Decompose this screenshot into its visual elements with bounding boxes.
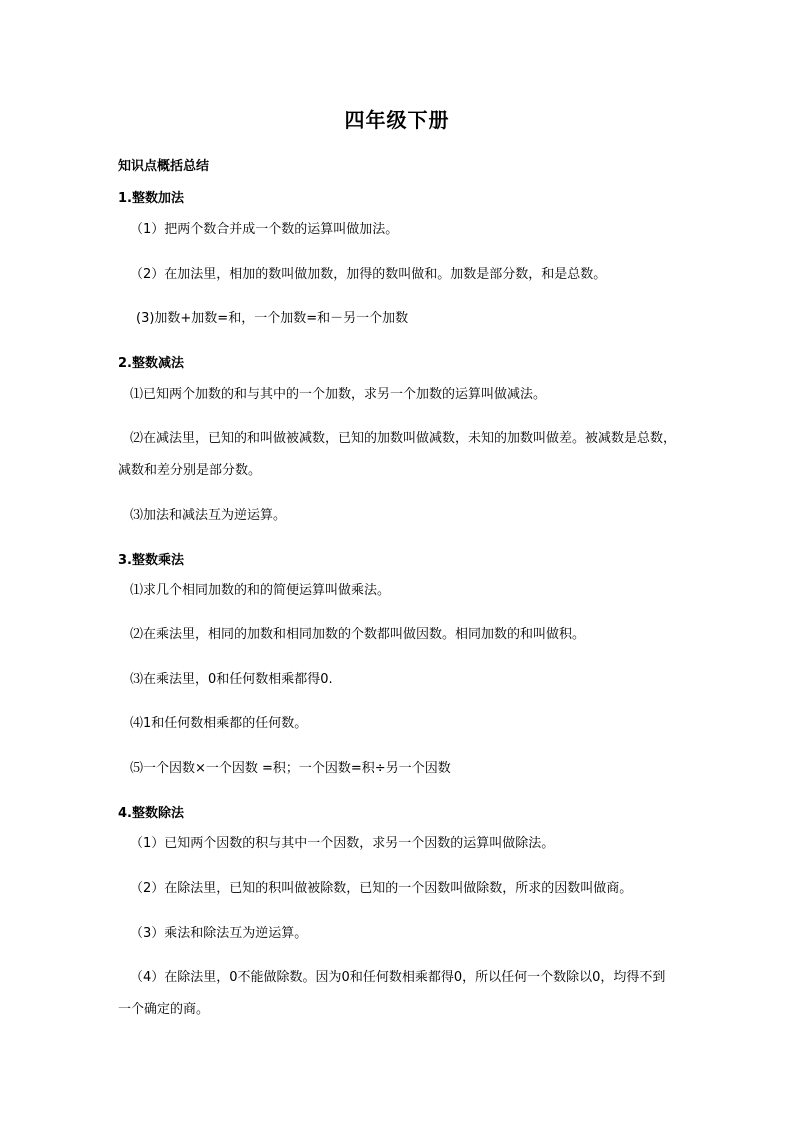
section-heading-division: 4.整数除法 [118,806,184,821]
section-heading-multiplication: 3.整数乘法 [118,553,184,568]
section-item: ⑶在乘法里，0和任何数相乘都得0. [130,672,333,687]
section-item: （1）已知两个因数的积与其中一个因数，求另一个因数的运算叫做除法。 [130,836,555,851]
document-subtitle: 知识点概括总结 [118,159,210,174]
section-item: （2）在除法里，已知的积叫做被除数，已知的一个因数叫做除数，所求的因数叫做商。 [130,881,633,896]
section-item: ⑴已知两个加数的和与其中的一个加数，求另一个加数的运算叫做减法。 [130,387,547,402]
section-item: (3)加数+加数=和，一个加数=和－另一个加数 [136,311,409,326]
section-item: ⑵在减法里，已知的和叫做被减数，已知的加数叫做减数，未知的加数叫做差。被减数是总数，减数和差分别是部分数。 [118,431,677,478]
section-item: ⑶加法和减法互为逆运算。 [130,508,287,523]
section-item: （4）在除法里，0不能做除数。因为0和任何数相乘都得0，所以任何一个数除以0，均得不到一个确定的商。 [118,970,666,1017]
section-item: （3）乘法和除法互为逆运算。 [130,926,308,941]
section-item: ⑴求几个相同加数的和的简便运算叫做乘法。 [130,583,391,598]
section-item: ⑸一个因数×一个因数 =积；一个因数=积÷另一个因数 [130,761,451,776]
page-title: 四年级下册 [344,108,450,132]
section-item: （2）在加法里，相加的数叫做加数，加得的数叫做和。加数是部分数，和是总数。 [130,267,607,282]
section-item: （1）把两个数合并成一个数的运算叫做加法。 [130,222,399,237]
section-heading-addition: 1.整数加法 [118,191,184,206]
section-item: ⑷1和任何数相乘都的任何数。 [130,716,308,731]
section-heading-subtraction: 2.整数减法 [118,356,184,371]
section-item: ⑵在乘法里，相同的加数和相同加数的个数都叫做因数。相同加数的和叫做积。 [130,627,586,642]
